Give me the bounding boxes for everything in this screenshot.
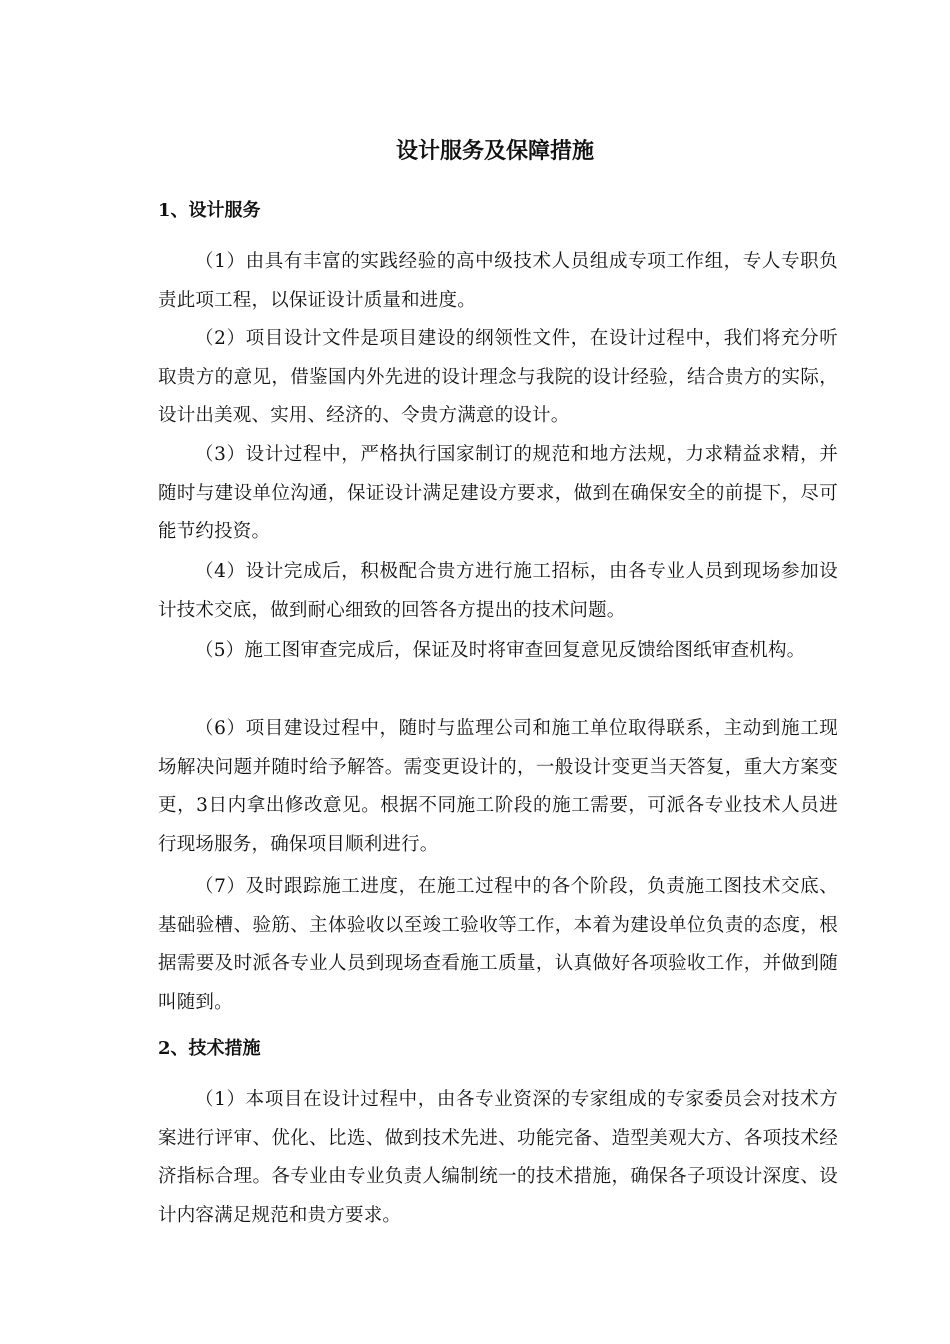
paragraph: （4）设计完成后，积极配合贵方进行施工招标，由各专业人员到现场参加设计技术交底，做到耐心细致的回答各方提出的技术问题。 [158,561,838,621]
paragraph: （6）项目建设过程中，随时与监理公司和施工单位取得联系，主动到施工现场解决问题并随时给予解答。需变更设计的，一般设计变更当天答复，重大方案变更，3日内拿出修改意见。根据不同施工阶段的施工需要，可派各专业技术人员进行现场服务，确保项目顺利进行。 [158,718,838,855]
section-heading-technical-measures: 2、技术措施 [158,1038,261,1059]
paragraph: （1）本项目在设计过程中，由各专业资深的专家组成的专家委员会对技术方案进行评审、优化、比选、做到技术先进、功能完备、造型美观大方、各项技术经济指标合理。各专业由专业负责人编制统一的技术措施，确保各子项设计深度、设计内容满足规范和贵方要求。 [158,1089,838,1226]
paragraph: （7）及时跟踪施工进度，在施工过程中的各个阶段，负责施工图技术交底、基础验槽、验筋、主体验收以至竣工验收等工作，本着为建设单位负责的态度，根据需要及时派各专业人员到现场查看施工质量，认真做好各项验收工作，并做到随叫随到。 [158,876,838,1013]
paragraph: （5）施工图审查完成后，保证及时将审查回复意见反馈给图纸审查机构。 [195,640,806,661]
paragraph: （3）设计过程中，严格执行国家制订的规范和地方法规，力求精益求精，并随时与建设单位沟通，保证设计满足建设方要求，做到在确保安全的前提下，尽可能节约投资。 [158,444,838,542]
section-heading-design-service: 1、设计服务 [158,200,261,221]
paragraph: （1）由具有丰富的实践经验的高中级技术人员组成专项工作组，专人专职负责此项工程，以保证设计质量和进度。 [158,251,838,311]
paragraph: （2）项目设计文件是项目建设的纲领性文件，在设计过程中，我们将充分听取贵方的意见，借鉴国内外先进的设计理念与我院的设计经验，结合贵方的实际，设计出美观、实用、经济的、令贵方满意的设计。 [158,328,838,426]
page-title: 设计服务及保障措施 [395,138,594,164]
